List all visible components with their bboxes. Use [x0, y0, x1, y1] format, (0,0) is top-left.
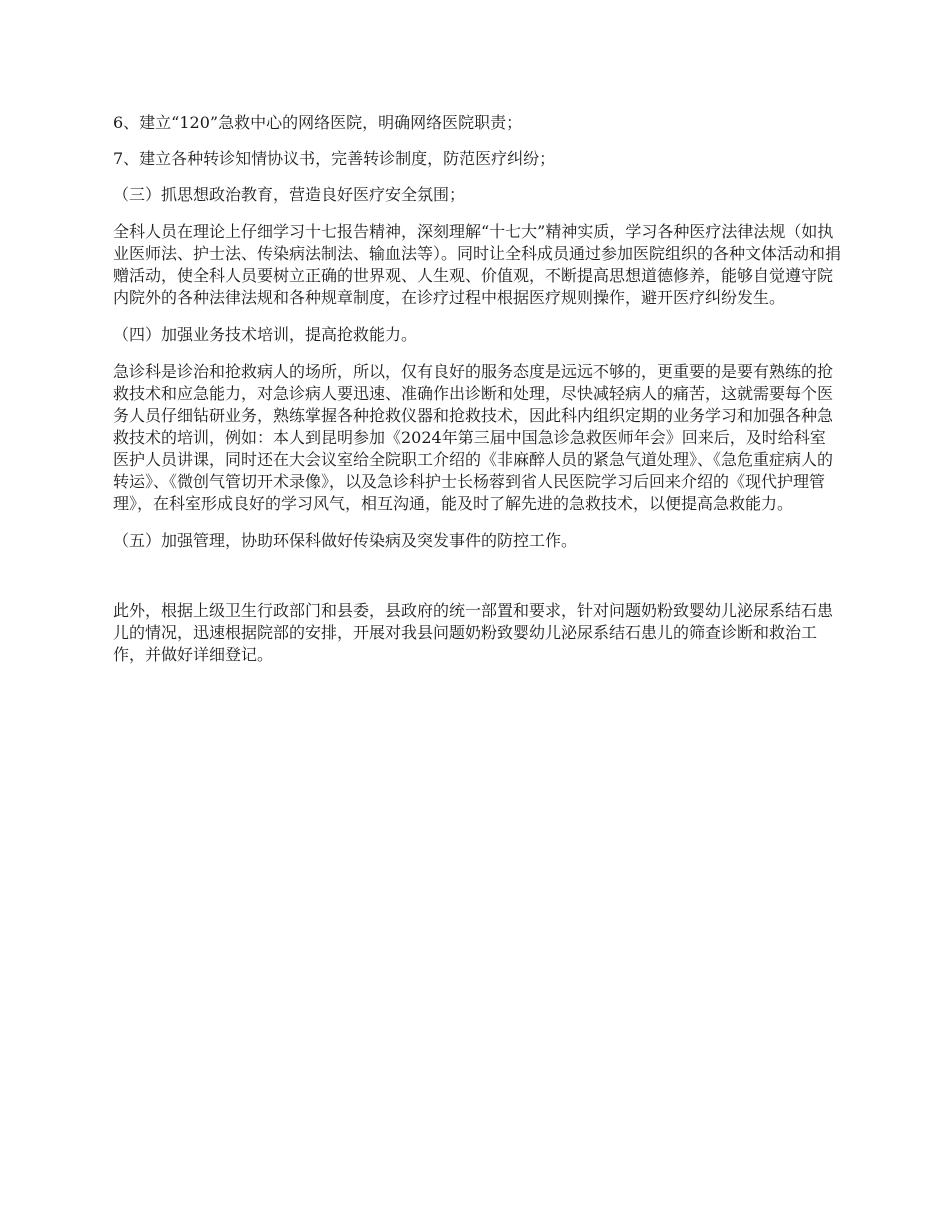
- section-heading-3: （三）抓思想政治教育，营造良好医疗安全氛围；: [113, 185, 466, 204]
- paragraph-item-6: 6、建立“120”急救中心的网络医院，明确网络医院职责；: [113, 113, 523, 132]
- section-heading-4: （四）加强业务技术培训，提高抢救能力。: [113, 325, 418, 344]
- paragraph-training: 急诊科是诊治和抢救病人的场所，所以，仅有良好的服务态度是远远不够的，更重要的是要有熟练的抢救技术和应急能力，对急诊病人要迅速、准确作出诊断和处理，尽快减轻病人的痛苦，这就需要每个医务人员仔细钻研业务，熟练掌握各种抢救仪器和抢救技术，因此科内组织定期的业务学习和加强各种急救技术的培训，例如：本人到昆明参加《2024年第三届中国急诊急救医师年会》回来后，及时给科室医护人员讲课，同时还在大会议室给全院职工介绍的《非麻醉人员的紧急气道处理》、《急危重症病人的转运》、《微创气管切开术录像》，以及急诊科护士长杨蓉到省人民医院学习后回来介绍的《现代护理管理》，在科室形成良好的学习风气，相互沟通，能及时了解先进的急救技术，以便提高急救能力。: [113, 362, 834, 513]
- paragraph-ideology: 全科人员在理论上仔细学习十七报告精神，深刻理解“十七大”精神实质，学习各种医疗法律法规（如执业医师法、护士法、传染病法制法、输血法等）。同时让全科成员通过参加医院组织的各种文体活动和捐赠活动，使全科人员要树立正确的世界观、人生观、价值观，不断提高思想道德修养，能够自觉遵守院内院外的各种法律法规和各种规章制度，在诊疗过程中根据医疗规则操作，避开医疗纠纷发生。: [113, 222, 842, 307]
- section-heading-5: （五）加强管理，协助环保科做好传染病及突发事件的防控工作。: [113, 531, 578, 550]
- document-body: [113, 112, 841, 666]
- paragraph-item-7: 7、建立各种转诊知情协议书，完善转诊制度，防范医疗纠纷；: [113, 149, 556, 168]
- paragraph-screening: 此外，根据上级卫生行政部门和县委，县政府的统一部置和要求，针对问题奶粉致婴幼儿泌尿系结石患儿的情况，迅速根据院部的安排，开展对我县问题奶粉致婴幼儿泌尿系结石患儿的筛查诊断和救治工作，并做好详细登记。: [113, 601, 834, 664]
